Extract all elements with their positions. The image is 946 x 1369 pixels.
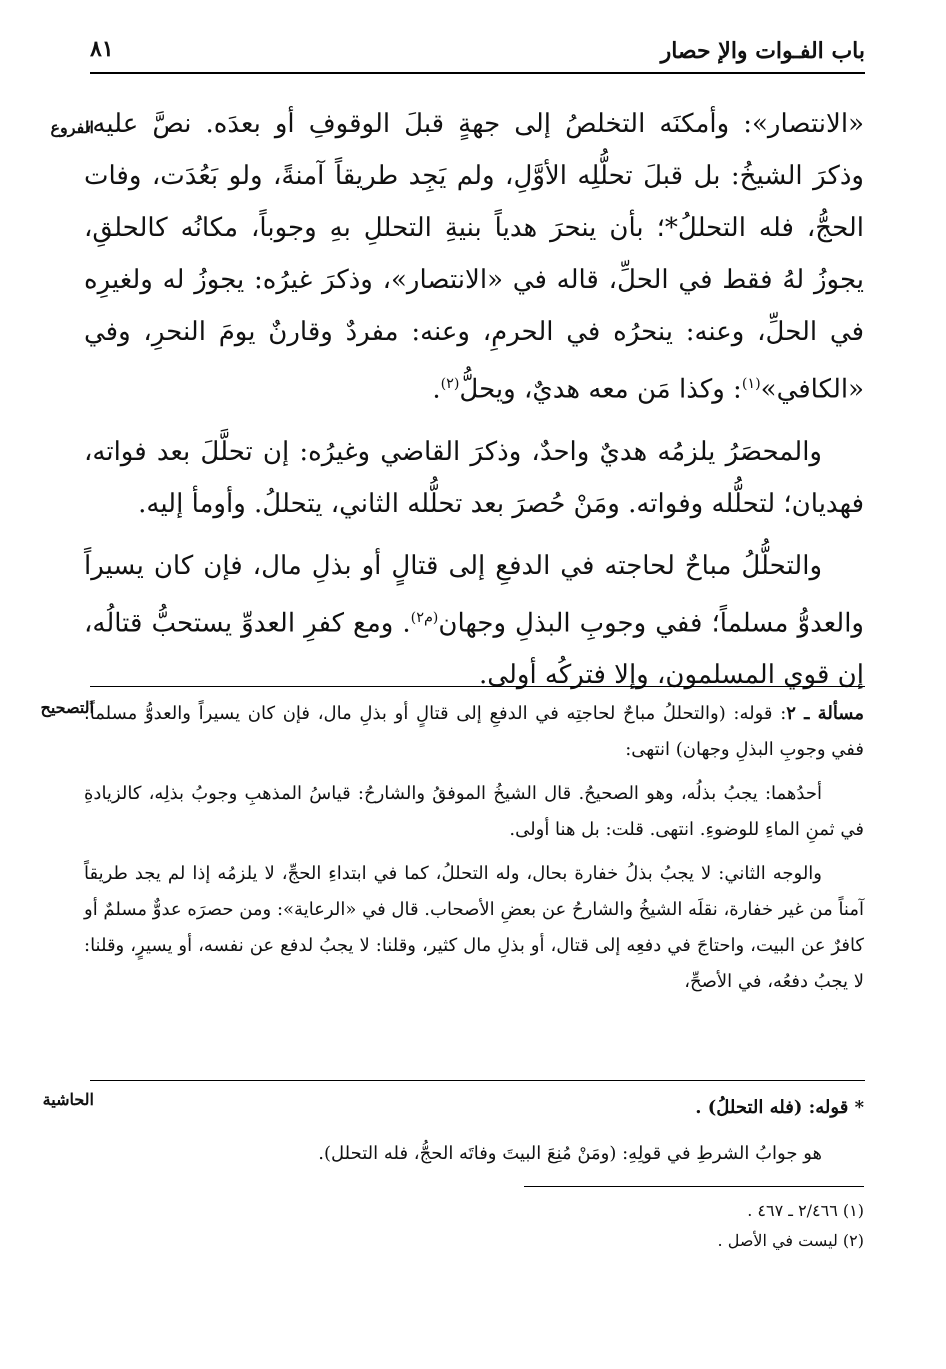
- footnotes: [84, 1196, 864, 1256]
- hashiya-section: [84, 1090, 864, 1182]
- side-label-furu: الفروع: [50, 118, 94, 137]
- tashih-paragraph-1: [84, 696, 864, 768]
- main-p1-text: «الانتصار»: وأمكنَه التخلصُ إلى جهةٍ قبلَ الوقوفِ أو بعدَه. نصَّ عليه، وذكرَ الشيخُ: بل قبلَ تحلُّلِه الأوَّلِ، ولم يَجِد طريقاً آمنةً، ولو بَعُدَت، وفات الحجُّ، فله التحللُ*؛ بأن ينحرَ هدياً بنيةِ التحللِ بهِ وجوباً، مكانُه كالحلقِ، يجوزُ لهُ فقط في الحلِّ، قاله في «الانتصار»، وذكرَ غيرُه: يجوزُ له ولغيرِه في الحلِّ، وعنه: ينحرُه في الحرمِ، وعنه: مفردٌ وقارنٌ يومَ النحرِ، وفي «الكافي»: [84, 109, 864, 405]
- main-text: [84, 98, 864, 711]
- main-p1-tail: .: [432, 374, 441, 405]
- hashiya-text: هو جوابُ الشرطِ في قولِهِ: (ومَنْ مُنِعَ البيتَ وفاتَه الحجُّ، فله التحلل).: [318, 1143, 822, 1164]
- main-paragraph-1: [84, 98, 864, 416]
- section-rule-hashiya: [90, 1080, 865, 1081]
- footnote-rule: [524, 1186, 864, 1187]
- running-header: [90, 30, 865, 70]
- header-rule: [90, 72, 865, 74]
- footnote-1: (١) ٢/٤٦٦ ـ ٤٦٧ .: [747, 1201, 864, 1220]
- main-p1-end: : وكذا مَن معه هديٌ، ويحلُّ: [459, 374, 742, 405]
- tashih-paragraph-3: والوجه الثاني: لا يجبُ بذلُ خفارة بحال، وله التحللُ، كما في ابتداءِ الحجِّ، لا يلزمُه إذا لم يجد طريقاً آمناً من غير خفارة، نقلَه الشيخُ والشارحُ عن بعضِ الأصحاب. قال في «الرعاية»: ومن حصرَه عدوٌّ مسلمٌ أو كافرٌ عن البيت، واحتاجَ في دفعِه إلى قتال، أو بذلِ مال كثير، وقلنا: لا يجبُ لدفع عن نفسه، أو يسيرٍ، وقلنا: لا يجبُ دفعُه، في الأصحِّ،: [84, 863, 864, 992]
- tashih-paragraph-2: أحدُهما: يجبُ بذلُه، وهو الصحيحُ. قال الشيخُ الموفقُ والشارحُ: قياسُ المذهبِ وجوبُ بذلِه، كالزيادةِ في ثمنِ الماءِ للوضوءِ. انتهى. قلت: بل هنا أولى.: [84, 783, 864, 840]
- footnote-ref-2: (٢): [440, 376, 460, 392]
- masala-title: مسألة ـ ٢: [786, 703, 865, 724]
- masala-ref-2: (م٢): [410, 609, 439, 626]
- footnote-2: (٢) ليست في الأصل .: [717, 1231, 864, 1250]
- tashih-section: [84, 696, 864, 1008]
- hashiya-heading: * قوله: (فله التحللُ) .: [695, 1097, 864, 1118]
- main-p3a: والتحلُّلُ مباحٌ لحاجته في الدفعِ إلى قتالٍ أو بذلِ مال، فإن كان يسيراً والعدوُّ مسلماً؛ ففي وجوبِ البذلِ وجهان: [84, 550, 864, 639]
- chapter-title: باب الفـوات والإ حصار: [660, 38, 865, 64]
- main-p3b: . ومع كفرِ العدوِّ يستحبُّ قتالُه، إن قوي المسلمون، وإلا فتركُه أولى.: [84, 608, 864, 691]
- section-rule-tashih: [90, 686, 865, 687]
- page-number: ٨١: [90, 36, 114, 62]
- main-paragraph-3: [84, 540, 864, 702]
- tashih-p1-text: : قوله: (والتحللُ مباحٌ لحاجتِه في الدفعِ إلى قتالٍ أو بذلِ مال، فإن كان يسيراً والعدوُّ مسلماً؛ ففي وجوبِ البذلِ وجهان) انتهى:: [84, 703, 864, 760]
- main-paragraph-2: والمحصَرُ يلزمُه هديٌ واحدٌ، وذكرَ القاضي وغيرُه: إن تحلَّلَ بعد فواته، فهديان؛ لتحلُّله وفواته. ومَنْ حُصرَ بعد تحلُّله الثاني، يتحللُ. وأومأ إليه.: [84, 436, 864, 519]
- footnote-ref-1: (١): [741, 376, 761, 392]
- side-label-tashih: التصحيح: [40, 698, 94, 717]
- side-label-hashiya: الحاشية: [42, 1090, 94, 1109]
